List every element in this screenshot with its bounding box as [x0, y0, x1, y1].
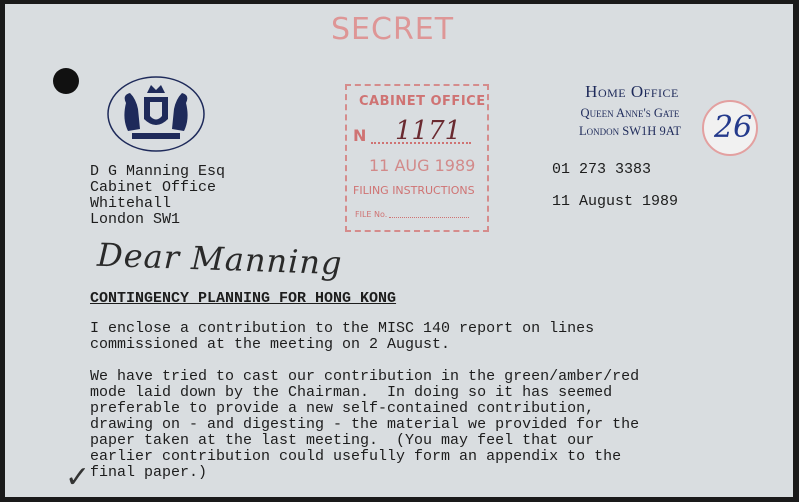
paragraph-line: drawing on - and digesting - the material we provided for the	[90, 416, 640, 433]
stamp-date: 11 AUG 1989	[369, 156, 476, 175]
recipient-line: Whitehall	[90, 195, 172, 212]
paragraph-line: earlier contribution could usefully form an appendix to the	[90, 448, 622, 465]
folio-number: 26	[714, 110, 753, 145]
letterhead-city: London SW1H 9AT	[579, 124, 681, 138]
paragraph-line: preferable to provide a new self-contained contribution,	[90, 400, 595, 417]
recipient-line: London SW1	[90, 211, 181, 228]
secret-stamp: SECRET	[331, 12, 455, 47]
checkmark-icon: ✓	[65, 460, 91, 495]
letter-date: 11 August 1989	[552, 193, 679, 210]
paragraph-line: paper taken at the last meeting. (You may feel that our	[90, 432, 595, 449]
stamp-title: CABINET OFFICE	[359, 94, 486, 109]
letterhead-department: Home Office	[585, 82, 679, 101]
paragraph-line: I enclose a contribution to the MISC 140 report on lines	[90, 320, 595, 337]
folio-circle	[702, 100, 758, 156]
stamp-filing-instructions: FILING INSTRUCTIONS	[353, 184, 475, 197]
letterhead-street: Queen Anne's Gate	[580, 106, 680, 120]
royal-coat-of-arms-icon	[106, 75, 206, 153]
letter-page	[5, 4, 793, 497]
stamp-file-no: FILE No.	[355, 210, 388, 219]
punch-hole	[53, 68, 79, 94]
stamp-number-label: N	[353, 126, 367, 145]
paragraph-line: commissioned at the meeting on 2 August.	[90, 336, 451, 353]
paragraph-line: We have tried to cast our contribution in the green/amber/red	[90, 368, 640, 385]
stamp-number: 1171	[395, 116, 462, 146]
recipient-line: D G Manning Esq	[90, 163, 226, 180]
paragraph-line: mode laid down by the Chairman. In doing so it has seemed	[90, 384, 613, 401]
subject-heading: CONTINGENCY PLANNING FOR HONG KONG	[90, 290, 397, 307]
handwritten-salutation: Dear Manning	[96, 235, 344, 283]
recipient-line: Cabinet Office	[90, 179, 217, 196]
phone-number: 01 273 3383	[552, 161, 652, 178]
cabinet-office-stamp	[345, 84, 489, 232]
stamp-file-line	[389, 217, 469, 218]
paragraph-line: final paper.)	[90, 464, 208, 481]
